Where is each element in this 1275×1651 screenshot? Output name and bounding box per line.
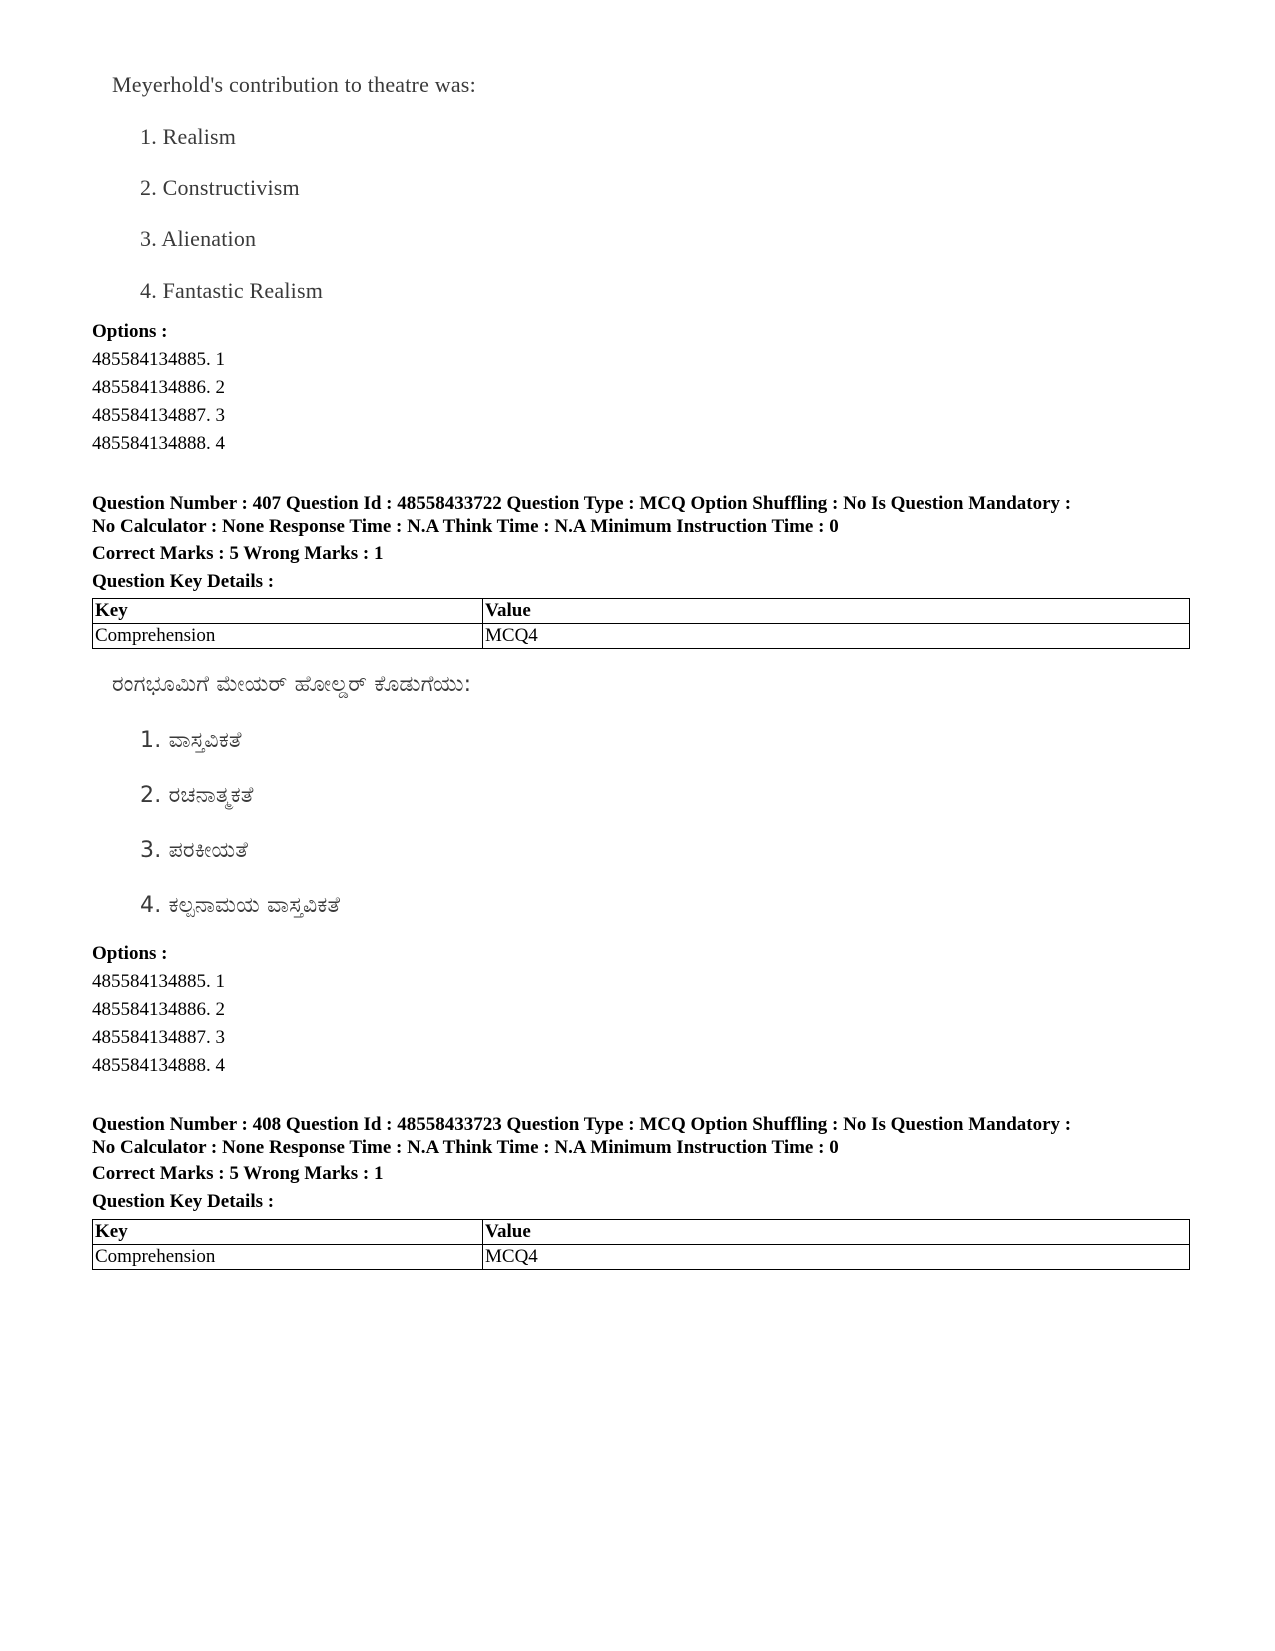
image-option-kn-3: 3. ಪರಕೀಯತೆ xyxy=(140,838,249,863)
question-stem-kannada: ರಂಗಭೂಮಿಗೆ ಮೇಯರ್ ಹೋಲ್ಡರ್ ಕೊಡುಗೆಯು: xyxy=(112,672,472,697)
table-header-key: Key xyxy=(93,1220,483,1245)
table-header-row xyxy=(93,599,1190,624)
option-id: 485584134888. 4 xyxy=(92,433,225,454)
table-cell-value: MCQ4 xyxy=(483,1245,1190,1270)
options-label: Options : xyxy=(92,321,168,342)
option-id: 485584134885. 1 xyxy=(92,349,225,370)
table-row xyxy=(93,624,1190,649)
option-id: 485584134886. 2 xyxy=(92,999,225,1020)
question-meta-line-2: No Calculator : None Response Time : N.A Think Time : N.A Minimum Instruction Time : 0 xyxy=(92,1137,839,1158)
marks-line: Correct Marks : 5 Wrong Marks : 1 xyxy=(92,543,384,564)
options-list xyxy=(92,318,225,458)
question-stem: Meyerhold's contribution to theatre was: xyxy=(112,72,476,97)
option-id: 485584134885. 1 xyxy=(92,971,225,992)
marks-line: Correct Marks : 5 Wrong Marks : 1 xyxy=(92,1163,384,1184)
image-option-kn-1: 1. ವಾಸ್ತವಿಕತೆ xyxy=(140,728,242,753)
key-details-label: Question Key Details : xyxy=(92,571,275,592)
question-meta xyxy=(92,492,1202,538)
table-row xyxy=(93,1245,1190,1270)
table-header-value: Value xyxy=(483,1220,1190,1245)
table-cell-key: Comprehension xyxy=(93,624,483,649)
question-meta-line-1: Question Number : 407 Question Id : 48558433722 Question Type : MCQ Option Shuffling : No Is Question Mandatory : xyxy=(92,493,1072,514)
question-meta-line-2: No Calculator : None Response Time : N.A Think Time : N.A Minimum Instruction Time : 0 xyxy=(92,516,839,537)
option-id: 485584134887. 3 xyxy=(92,1027,225,1048)
key-details-label: Question Key Details : xyxy=(92,1191,275,1212)
image-option-2: 2. Constructivism xyxy=(140,175,300,200)
key-details-table xyxy=(92,598,1190,649)
options-label: Options : xyxy=(92,943,168,964)
key-details-table xyxy=(92,1219,1190,1270)
question-image-kannada xyxy=(92,672,471,697)
options-list xyxy=(92,940,225,1080)
question-meta-line-1: Question Number : 408 Question Id : 48558433723 Question Type : MCQ Option Shuffling : No Is Question Mandatory : xyxy=(92,1114,1072,1135)
table-cell-value: MCQ4 xyxy=(483,624,1190,649)
image-option-1: 1. Realism xyxy=(140,124,237,149)
image-option-kn-4: 4. ಕಲ್ಪನಾಮಯ ವಾಸ್ತವಿಕತೆ xyxy=(140,893,341,918)
option-id: 485584134888. 4 xyxy=(92,1055,225,1076)
option-id: 485584134886. 2 xyxy=(92,377,225,398)
table-header-key: Key xyxy=(93,599,483,624)
question-image-english xyxy=(92,72,476,98)
table-cell-key: Comprehension xyxy=(93,1245,483,1270)
image-option-3: 3. Alienation xyxy=(140,226,257,251)
image-option-4: 4. Fantastic Realism xyxy=(140,278,324,303)
table-header-value: Value xyxy=(483,599,1190,624)
option-id: 485584134887. 3 xyxy=(92,405,225,426)
table-header-row xyxy=(93,1220,1190,1245)
question-meta xyxy=(92,1113,1202,1159)
image-option-kn-2: 2. ರಚನಾತ್ಮಕತೆ xyxy=(140,783,254,808)
